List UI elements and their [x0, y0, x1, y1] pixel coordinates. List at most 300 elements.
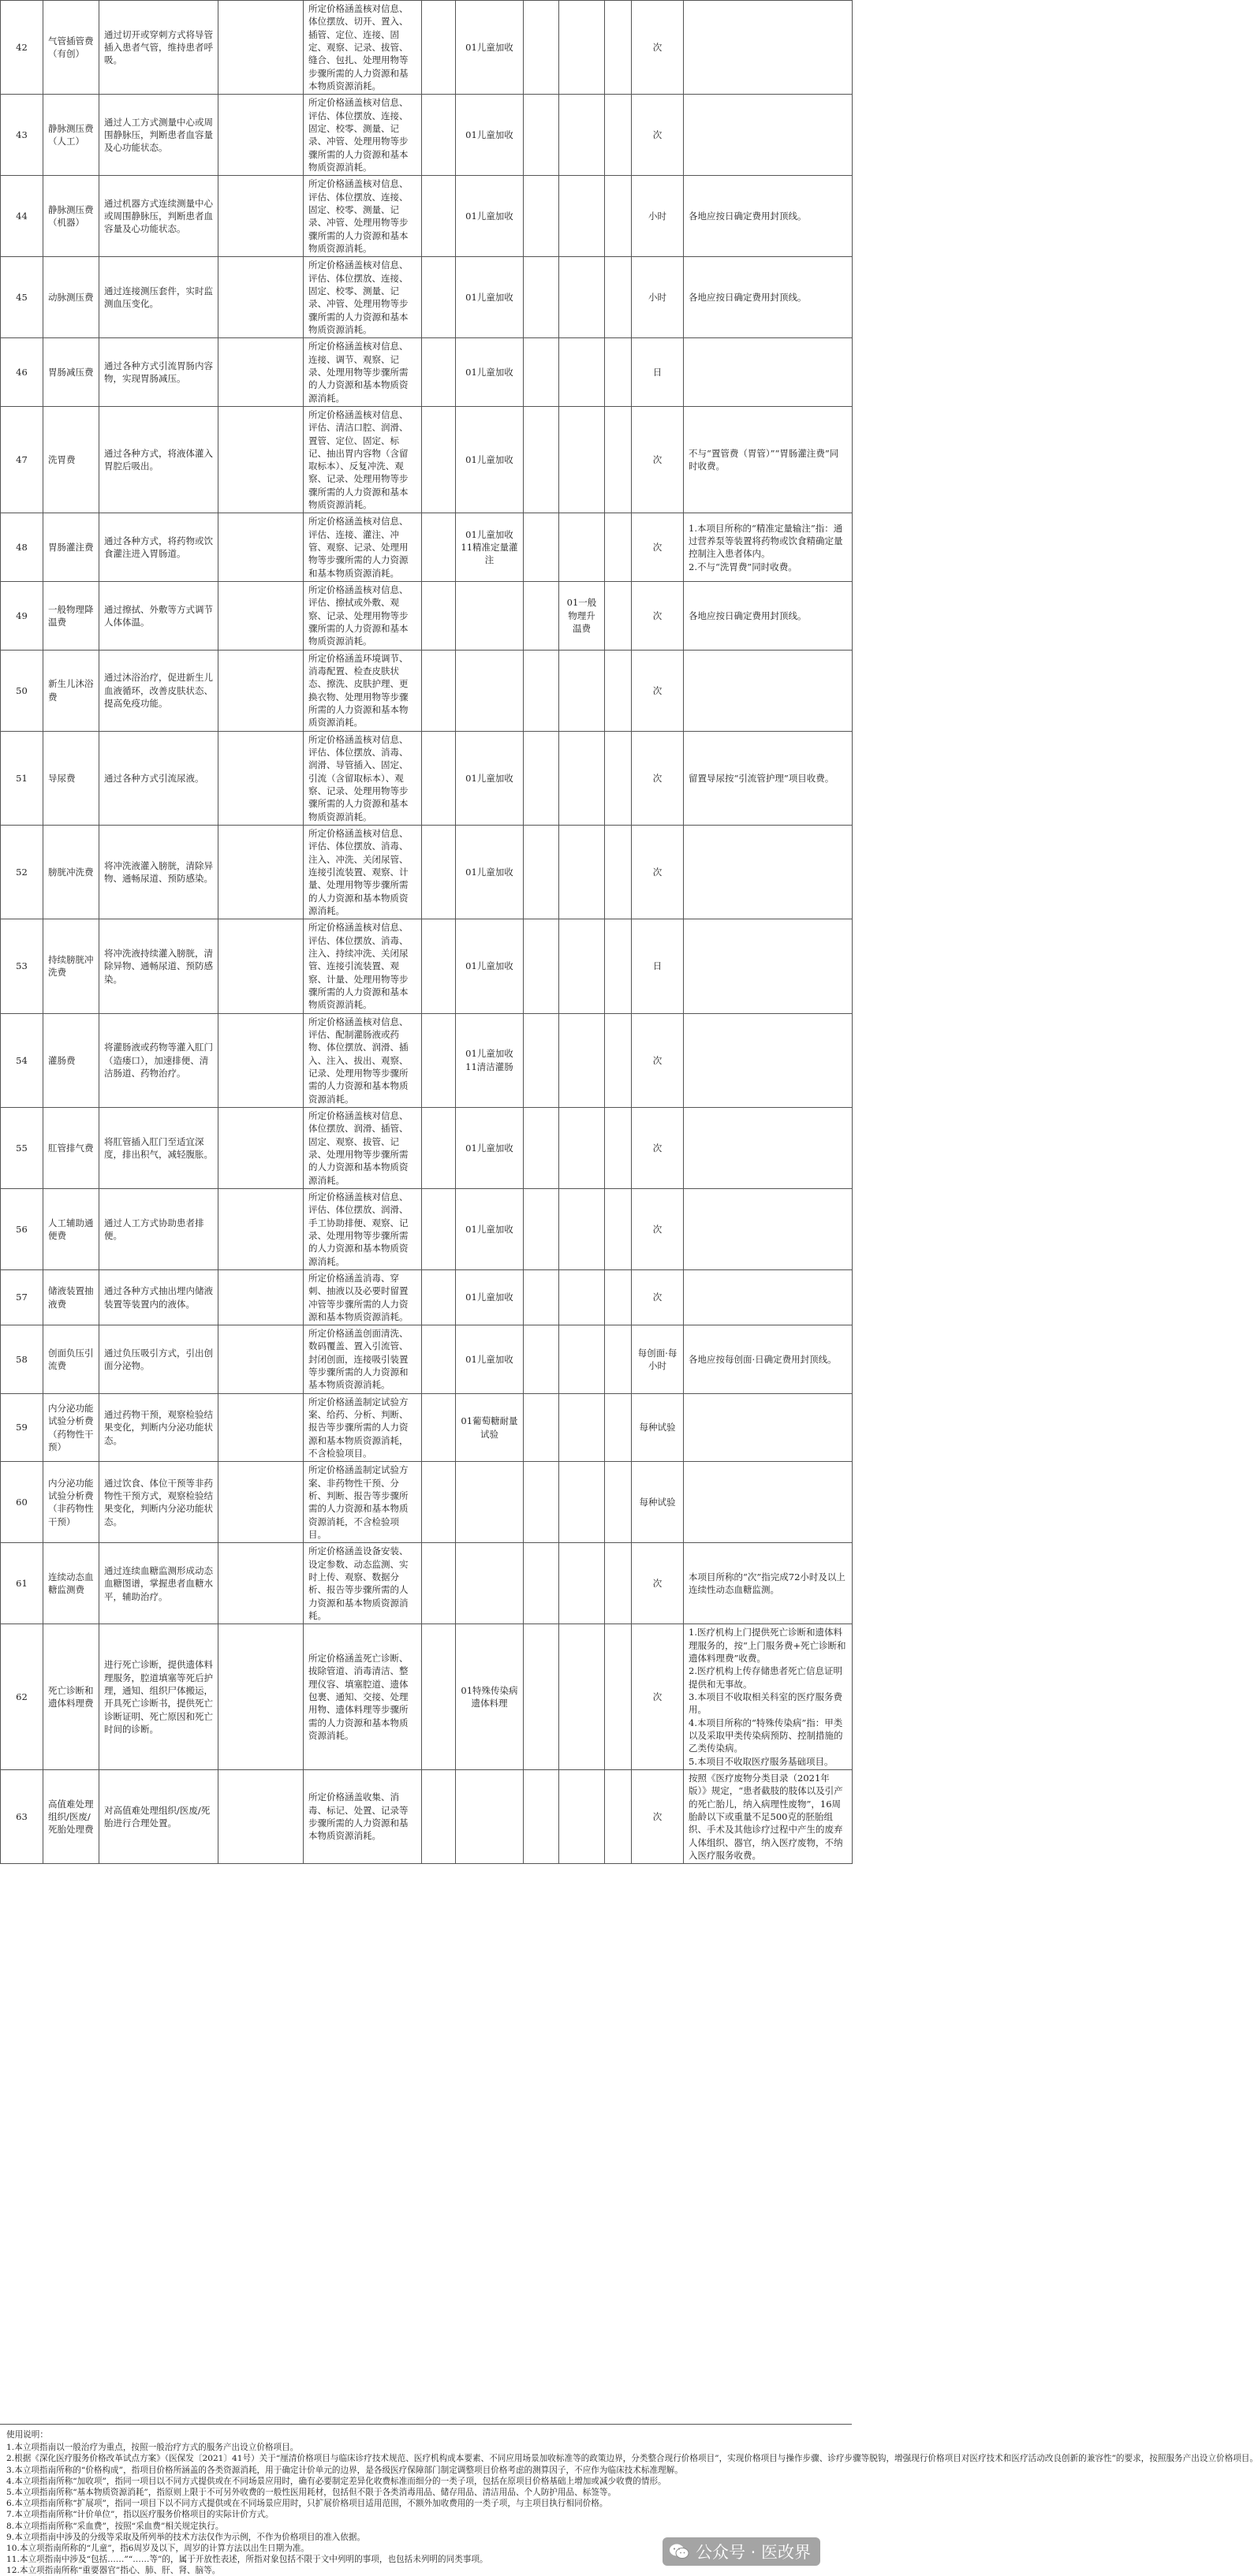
empty-cell [218, 1325, 304, 1394]
pricing-unit: 次 [632, 1013, 684, 1107]
remarks [684, 1013, 853, 1107]
pricing-unit: 次 [632, 1269, 684, 1325]
addon-items: 01儿童加收 [456, 731, 524, 825]
pricing-unit: 次 [632, 1769, 684, 1863]
extension-items [559, 1325, 605, 1394]
table-row [1, 1013, 853, 1107]
extension-items [559, 826, 605, 919]
price-composition: 所定价格涵盖核对信息、评估、体位摆放、连接、固定、校零、测量、记录、冲管、处理用物等步骤所需的人力资源和基本物质资源消耗。 [304, 257, 422, 338]
pricing-unit: 次 [632, 731, 684, 825]
empty-cell [422, 1624, 456, 1770]
pricing-unit: 次 [632, 1624, 684, 1770]
pricing-unit: 次 [632, 95, 684, 176]
price-composition: 所定价格涵盖收集、消毒、标记、处置、记录等步骤所需的人力资源和基本物质资源消耗。 [304, 1769, 422, 1863]
empty-cell [524, 1393, 559, 1462]
addon-items: 01儿童加收 [456, 826, 524, 919]
empty-cell [605, 919, 632, 1013]
extension-items [559, 1462, 605, 1543]
empty-cell [422, 650, 456, 731]
usage-note-line: 2.根据《深化医疗服务价格改革试点方案》（医保发〔2021〕41号）关于“厘清价格项目与临床诊疗技术规范、医疗机构成本要素、不同应用场景加收标准等的政策边界，分类整合现行价格项目”，实现价格项目与操作步骤、诊疗步骤等脱钩，增强现行价格项目对医疗技术和医疗活动改良创新的兼容性”的要求，按照服务产出设立价格项目。 [6, 2454, 1258, 2464]
empty-cell [605, 1188, 632, 1269]
addon-items: 01葡萄糖耐量试验 [456, 1393, 524, 1462]
addon-items [456, 1462, 524, 1543]
empty-cell [605, 1624, 632, 1770]
addon-items: 01儿童加收 11精准定量灌注 [456, 513, 524, 582]
empty-cell [218, 826, 304, 919]
item-name: 肛管排气费 [43, 1107, 99, 1188]
table-row [1, 95, 853, 176]
addon-items [456, 1543, 524, 1624]
table-row [1, 1269, 853, 1325]
service-output: 通过人工方式协助患者排便。 [99, 1188, 218, 1269]
empty-cell [218, 95, 304, 176]
usage-note-line: 10.本立项指南所称的“儿童”，指6周岁及以下，周岁的计算方法以出生日期为准。 [6, 2543, 310, 2553]
service-output: 将灌肠液或药物等灌入肛门（造瘘口），加速排便、清洁肠道、药物治疗。 [99, 1013, 218, 1107]
empty-cell [218, 919, 304, 1013]
item-name: 膀胱冲洗费 [43, 826, 99, 919]
price-composition: 所定价格涵盖核对信息、评估、体位摆放、润滑、手工协助排便、观察、记录、处理用物等步骤所需的人力资源和基本物质资源消耗。 [304, 1188, 422, 1269]
row-number: 55 [1, 1107, 43, 1188]
item-name: 静脉测压费（人工） [43, 95, 99, 176]
empty-cell [605, 1462, 632, 1543]
extension-items [559, 919, 605, 1013]
empty-cell [524, 1543, 559, 1624]
row-number: 49 [1, 582, 43, 651]
addon-items: 01儿童加收 [456, 1188, 524, 1269]
empty-cell [218, 176, 304, 257]
pricing-unit: 次 [632, 582, 684, 651]
pricing-unit: 小时 [632, 176, 684, 257]
usage-note-line: 6.本立项指南所称“扩展项”，指同一项目下以不同方式提供或在不同场景应用时，只扩展价格项目适用范围，不额外加收费用的一类子项，与主项目执行相同价格。 [6, 2499, 608, 2509]
price-composition: 所定价格涵盖环境调节、消毒配置、检查皮肤状态、擦洗、皮肤护理、更换衣物、处理用物等步骤所需的人力资源和基本物质资源消耗。 [304, 650, 422, 731]
empty-cell [422, 731, 456, 825]
service-output: 通过各种方式引流胃肠内容物，实现胃肠减压。 [99, 338, 218, 407]
remarks [684, 826, 853, 919]
addon-items: 01儿童加收 [456, 257, 524, 338]
remarks: 本项目所称的“次”指完成72小时及以上连续性动态血糖监测。 [684, 1543, 853, 1624]
empty-cell [218, 650, 304, 731]
row-number: 62 [1, 1624, 43, 1770]
empty-cell [218, 1, 304, 95]
price-composition: 所定价格涵盖制定试验方案、非药物性干预、分析、判断、报告等步骤所需的人力资源和基本物质资源消耗，不含检验项目。 [304, 1462, 422, 1543]
row-number: 54 [1, 1013, 43, 1107]
empty-cell [218, 731, 304, 825]
extension-items [559, 731, 605, 825]
row-number: 46 [1, 338, 43, 407]
item-name: 动脉测压费 [43, 257, 99, 338]
pricing-unit: 次 [632, 1107, 684, 1188]
remarks [684, 919, 853, 1013]
empty-cell [605, 338, 632, 407]
table-row [1, 582, 853, 651]
extension-items [559, 513, 605, 582]
empty-cell [218, 406, 304, 513]
empty-cell [524, 406, 559, 513]
addon-items [456, 650, 524, 731]
service-output: 通过负压吸引方式，引出创面分泌物。 [99, 1325, 218, 1394]
empty-cell [605, 582, 632, 651]
empty-cell [524, 1624, 559, 1770]
extension-items [559, 1624, 605, 1770]
usage-note-line: 11.本立项指南中涉及“包括……”“……等”的，属于开放性表述，所指对象包括不限于文中列明的事项，也包括未列明的同类事项。 [6, 2555, 488, 2565]
empty-cell [605, 95, 632, 176]
remarks: 按照《医疗废物分类目录（2021年版）》规定，“患者截肢的肢体以及引产的死亡胎儿，纳入病理性废物”，16周胎龄以下或重量不足500克的胚胎组织、手术及其他诊疗过程中产生的废弃人体组织、器官，纳入医疗废物，不纳入医疗服务收费。 [684, 1769, 853, 1863]
empty-cell [524, 1188, 559, 1269]
item-name: 导尿费 [43, 731, 99, 825]
empty-cell [218, 338, 304, 407]
table-row [1, 1393, 853, 1462]
addon-items [456, 1769, 524, 1863]
service-output: 将冲洗液灌入膀胱，清除异物、通畅尿道、预防感染。 [99, 826, 218, 919]
empty-cell [422, 95, 456, 176]
empty-cell [524, 731, 559, 825]
addon-items: 01儿童加收 [456, 176, 524, 257]
empty-cell [605, 1325, 632, 1394]
table-row [1, 176, 853, 257]
extension-items [559, 338, 605, 407]
empty-cell [422, 1543, 456, 1624]
table-row [1, 1624, 853, 1770]
extension-items [559, 1269, 605, 1325]
table-row [1, 257, 853, 338]
item-name: 死亡诊断和遗体料理费 [43, 1624, 99, 1770]
service-output: 通过各种方式引流尿液。 [99, 731, 218, 825]
empty-cell [422, 1325, 456, 1394]
extension-items: 01一般物理升温费 [559, 582, 605, 651]
extension-items [559, 650, 605, 731]
row-number: 57 [1, 1269, 43, 1325]
remarks [684, 338, 853, 407]
service-output: 通过机器方式连续测量中心或周围静脉压，判断患者血容量及心功能状态。 [99, 176, 218, 257]
item-name: 灌肠费 [43, 1013, 99, 1107]
addon-items [456, 582, 524, 651]
empty-cell [422, 338, 456, 407]
price-composition: 所定价格涵盖核对信息、评估、体位摆放、连接、固定、校零、测量、记录、冲管、处理用物等步骤所需的人力资源和基本物质资源消耗。 [304, 95, 422, 176]
price-composition: 所定价格涵盖核对信息、评估、体位摆放、消毒、润滑、导管插入、固定、引流（含留取标本）、观察、记录、处理用物等步骤所需的人力资源和基本物质资源消耗。 [304, 731, 422, 825]
row-number: 42 [1, 1, 43, 95]
pricing-unit: 日 [632, 919, 684, 1013]
service-output: 通过各种方式，将液体灌入胃腔后吸出。 [99, 406, 218, 513]
empty-cell [422, 826, 456, 919]
service-output: 通过人工方式测量中心或周围静脉压，判断患者血容量及心功能状态。 [99, 95, 218, 176]
service-output: 通过切开或穿刺方式将导管插入患者气管，维持患者呼吸。 [99, 1, 218, 95]
empty-cell [605, 257, 632, 338]
empty-cell [605, 826, 632, 919]
row-number: 63 [1, 1769, 43, 1863]
empty-cell [605, 513, 632, 582]
row-number: 53 [1, 919, 43, 1013]
table-row [1, 919, 853, 1013]
remarks [684, 1188, 853, 1269]
row-number: 59 [1, 1393, 43, 1462]
usage-note-line: 8.本立项指南所称“采血费”，按照“采血费”相关规定执行。 [6, 2521, 224, 2531]
table-row [1, 1462, 853, 1543]
item-name: 新生儿沐浴费 [43, 650, 99, 731]
item-name: 静脉测压费（机器） [43, 176, 99, 257]
item-name: 连续动态血糖监测费 [43, 1543, 99, 1624]
empty-cell [605, 1107, 632, 1188]
extension-items [559, 257, 605, 338]
empty-cell [422, 1769, 456, 1863]
item-name: 人工辅助通便费 [43, 1188, 99, 1269]
addon-items: 01儿童加收 [456, 1325, 524, 1394]
service-output: 通过连接测压套件，实时监测血压变化。 [99, 257, 218, 338]
item-name: 一般物理降温费 [43, 582, 99, 651]
empty-cell [524, 513, 559, 582]
usage-note-line: 7.本立项指南所称“计价单位”，指以医疗服务价格项目的实际计价方式。 [6, 2510, 274, 2520]
empty-cell [218, 1769, 304, 1863]
item-name: 胃肠减压费 [43, 338, 99, 407]
remarks: 1.医疗机构上门提供死亡诊断和遗体料理服务的，按“上门服务费+死亡诊断和遗体料理费”收费。 2.医疗机构上传存储患者死亡信息证明提供和无事故。 3.本项目不收取相关科室的医疗服务费用。 4.本项目所称的“特殊传染病”指：甲类以及采取甲类传染病预防、控制措施的乙类传染病。 5.本项目不收取医疗服务基础项目。 [684, 1624, 853, 1770]
addon-items: 01儿童加收 [456, 338, 524, 407]
empty-cell [218, 513, 304, 582]
empty-cell [605, 1013, 632, 1107]
empty-cell [524, 1, 559, 95]
service-output: 对高值难处理组织/医废/死胎进行合理处置。 [99, 1769, 218, 1863]
price-composition: 所定价格涵盖死亡诊断、拔除管道、消毒清洁、整理仪容、填塞腔道、遗体包裹、通知、交接、处理用物、遗体料理等步骤所需的人力资源和基本物质资源消耗。 [304, 1624, 422, 1770]
item-name: 持续膀胱冲洗费 [43, 919, 99, 1013]
remarks [684, 95, 853, 176]
empty-cell [524, 1462, 559, 1543]
price-composition: 所定价格涵盖核对信息、评估、体位摆放、消毒、注入、持续冲洗、关闭尿管、连接引流装置、观察、计量、处理用物等步骤所需的人力资源和基本物质资源消耗。 [304, 919, 422, 1013]
empty-cell [605, 1393, 632, 1462]
pricing-unit: 每种试验 [632, 1393, 684, 1462]
extension-items [559, 1543, 605, 1624]
row-number: 48 [1, 513, 43, 582]
extension-items [559, 406, 605, 513]
empty-cell [218, 1393, 304, 1462]
empty-cell [605, 1769, 632, 1863]
item-name: 创面负压引流费 [43, 1325, 99, 1394]
row-number: 45 [1, 257, 43, 338]
row-number: 61 [1, 1543, 43, 1624]
empty-cell [524, 1013, 559, 1107]
addon-items: 01儿童加收 [456, 1, 524, 95]
empty-cell [524, 582, 559, 651]
empty-cell [605, 176, 632, 257]
price-composition: 所定价格涵盖制定试验方案、给药、分析、判断、报告等步骤所需的人力资源和基本物质资源消耗，不含检验项目。 [304, 1393, 422, 1462]
empty-cell [422, 582, 456, 651]
table-row [1, 338, 853, 407]
remarks: 各地应按日确定费用封顶线。 [684, 257, 853, 338]
usage-note-line: 12.本立项指南所称“重要器官”指心、肺、肝、肾、脑等。 [6, 2566, 221, 2576]
table-row [1, 731, 853, 825]
empty-cell [422, 1462, 456, 1543]
empty-cell [218, 257, 304, 338]
service-output: 通过连续血糖监测形成动态血糖图谱，掌握患者血糖水平，辅助治疗。 [99, 1543, 218, 1624]
empty-cell [605, 731, 632, 825]
service-output: 将冲洗液持续灌入膀胱，清除异物、通畅尿道、预防感染。 [99, 919, 218, 1013]
row-number: 60 [1, 1462, 43, 1543]
price-composition: 所定价格涵盖核对信息、评估、配制灌肠液或药物、体位摆放、润滑、插入、注入、拔出、观察、记录、处理用物等步骤所需的人力资源和基本物质资源消耗。 [304, 1013, 422, 1107]
wechat-icon [669, 2543, 689, 2560]
row-number: 47 [1, 406, 43, 513]
pricing-unit: 日 [632, 338, 684, 407]
pricing-unit: 次 [632, 1543, 684, 1624]
service-output: 通过各种方式，将药物或饮食灌注进入胃肠道。 [99, 513, 218, 582]
item-name: 气管插管费（有创） [43, 1, 99, 95]
pricing-unit: 次 [632, 513, 684, 582]
remarks [684, 1393, 853, 1462]
addon-items: 01儿童加收 [456, 406, 524, 513]
extension-items [559, 1107, 605, 1188]
empty-cell [218, 1188, 304, 1269]
empty-cell [422, 513, 456, 582]
addon-items: 01儿童加收 11清洁灌肠 [456, 1013, 524, 1107]
service-output: 通过饮食、体位干预等非药物性干预方式，观察检验结果变化，判断内分泌功能状态。 [99, 1462, 218, 1543]
item-name: 高值难处理组织/医废/死胎处理费 [43, 1769, 99, 1863]
price-composition: 所定价格涵盖核对信息、评估、清洁口腔、润滑、置管、定位、固定、标记、抽出胃内容物（含留取标本）、反复冲洗、观察、记录、处理用物等步骤所需的人力资源和基本物质资源消耗。 [304, 406, 422, 513]
empty-cell [422, 406, 456, 513]
table-row [1, 826, 853, 919]
table-row [1, 1543, 853, 1624]
table-row [1, 513, 853, 582]
remarks: 不与“置管费（胃管）”“胃肠灌注费”同时收费。 [684, 406, 853, 513]
service-output: 通过沐浴治疗，促进新生儿血液循环，改善皮肤状态、提高免疫功能。 [99, 650, 218, 731]
price-composition: 所定价格涵盖核对信息、体位摆放、切开、置入、插管、定位、连接、固定、观察、记录、拔管、缝合、包扎、处理用物等步骤所需的人力资源和基本物质资源消耗。 [304, 1, 422, 95]
item-name: 胃肠灌注费 [43, 513, 99, 582]
pricing-unit: 次 [632, 826, 684, 919]
addon-items: 01儿童加收 [456, 1107, 524, 1188]
remarks [684, 1, 853, 95]
remarks [684, 1462, 853, 1543]
pricing-unit: 次 [632, 1, 684, 95]
pricing-table [0, 0, 853, 1864]
row-number: 50 [1, 650, 43, 731]
row-number: 56 [1, 1188, 43, 1269]
usage-note-line: 5.本立项指南所称“基本物质资源消耗”，指原则上限于不可另外收费的一般性医用耗材，包括但不限于各类消毒用品、储存用品、清洁用品、个人防护用品、标签等。 [6, 2487, 617, 2497]
empty-cell [422, 1, 456, 95]
item-name: 内分泌功能试验分析费（药物性干预） [43, 1393, 99, 1462]
usage-note-line: 3.本立项指南所称的“价格构成”，指项目价格所涵盖的各类资源消耗，用于确定计价单元的边界，是各级医疗保障部门制定调整项目价格考虑的测算因子，不应作为临床技术标准理解。 [6, 2465, 683, 2475]
price-composition: 所定价格涵盖核对信息、评估、体位摆放、消毒、注入、冲洗、关闭尿管、连接引流装置、观察、计量、处理用物等步骤所需的人力资源和基本物质资源消耗。 [304, 826, 422, 919]
service-output: 将肛管插入肛门至适宜深度，排出积气，减轻腹胀。 [99, 1107, 218, 1188]
price-composition: 所定价格涵盖消毒、穿刺、抽液以及必要时留置冲管等步骤所需的人力资源和基本物质资源消耗。 [304, 1269, 422, 1325]
empty-cell [605, 1543, 632, 1624]
remarks: 各地应按每创面·日确定费用封顶线。 [684, 1325, 853, 1394]
price-composition: 所定价格涵盖创面清洗、数码覆盖、置入引流管、封闭创面，连接吸引装置等步骤所需的人力资源和基本物质资源消耗。 [304, 1325, 422, 1394]
addon-items: 01儿童加收 [456, 95, 524, 176]
price-composition: 所定价格涵盖核对信息、评估、擦拭或外敷、观察、记录、处理用物等步骤所需的人力资源和基本物质资源消耗。 [304, 582, 422, 651]
pricing-unit: 次 [632, 406, 684, 513]
table-row [1, 1107, 853, 1188]
extension-items [559, 1769, 605, 1863]
table-row [1, 1769, 853, 1863]
table-row [1, 406, 853, 513]
row-number: 51 [1, 731, 43, 825]
remarks: 各地应按日确定费用封顶线。 [684, 582, 853, 651]
addon-items: 01特殊传染病遗体料理 [456, 1624, 524, 1770]
item-name: 储液装置抽液费 [43, 1269, 99, 1325]
addon-items: 01儿童加收 [456, 919, 524, 1013]
empty-cell [524, 338, 559, 407]
price-composition: 所定价格涵盖核对信息、体位摆放、润滑、插管、固定、观察、拔管、记录、处理用物等步骤所需的人力资源和基本物质资源消耗。 [304, 1107, 422, 1188]
row-number: 43 [1, 95, 43, 176]
price-composition: 所定价格涵盖核对信息、评估、连接、灌注、冲管、观察、记录、处理用物等步骤所需的人力资源和基本物质资源消耗。 [304, 513, 422, 582]
extension-items [559, 1, 605, 95]
extension-items [559, 1393, 605, 1462]
service-output: 进行死亡诊断，提供遗体料理服务，腔道填塞等死后护理，通知、组织尸体搬运，开具死亡诊断书，提供死亡诊断证明、死亡原因和死亡时间的诊断。 [99, 1624, 218, 1770]
usage-note-line: 9.本立项指南中涉及的分级等采取及所列举的技术方法仅作为示例，不作为价格项目的准入依据。 [6, 2532, 366, 2542]
row-number: 44 [1, 176, 43, 257]
empty-cell [422, 1269, 456, 1325]
empty-cell [524, 919, 559, 1013]
pricing-unit: 小时 [632, 257, 684, 338]
item-name: 洗胃费 [43, 406, 99, 513]
price-composition: 所定价格涵盖核对信息、评估、体位摆放、连接、固定、校零、测量、记录、冲管、处理用物等步骤所需的人力资源和基本物质资源消耗。 [304, 176, 422, 257]
pricing-unit: 次 [632, 650, 684, 731]
remarks [684, 650, 853, 731]
remarks: 1.本项目所称的“精准定量输注”指：通过营养泵等装置将药物或饮食精确定量控制注入患者体内。 2.不与“洗胃费”同时收费。 [684, 513, 853, 582]
remarks [684, 1107, 853, 1188]
empty-cell [422, 919, 456, 1013]
service-output: 通过擦拭、外敷等方式调节人体体温。 [99, 582, 218, 651]
usage-note-line: 1.本立项指南以一般治疗为重点，按照一般治疗方式的服务产出设立价格项目。 [6, 2443, 299, 2453]
empty-cell [218, 582, 304, 651]
price-composition: 所定价格涵盖设备安装、设定参数、动态监测、实时上传、观察、数据分析、报告等步骤所需的人力资源和基本物质资源消耗。 [304, 1543, 422, 1624]
empty-cell [605, 406, 632, 513]
remarks: 留置导尿按“引流管护理”项目收费。 [684, 731, 853, 825]
empty-cell [524, 95, 559, 176]
extension-items [559, 1013, 605, 1107]
empty-cell [605, 650, 632, 731]
extension-items [559, 1188, 605, 1269]
empty-cell [524, 176, 559, 257]
table-row [1, 1, 853, 95]
empty-cell [218, 1543, 304, 1624]
empty-cell [524, 1269, 559, 1325]
service-output: 通过各种方式抽出埋内储液装置等装置内的液体。 [99, 1269, 218, 1325]
extension-items [559, 95, 605, 176]
addon-items: 01儿童加收 [456, 1269, 524, 1325]
empty-cell [422, 257, 456, 338]
empty-cell [524, 1769, 559, 1863]
empty-cell [218, 1624, 304, 1770]
empty-cell [605, 1269, 632, 1325]
empty-cell [422, 1107, 456, 1188]
item-name: 内分泌功能试验分析费（非药物性干预） [43, 1462, 99, 1543]
table-row [1, 1188, 853, 1269]
usage-notes-title: 使用说明： [6, 2430, 48, 2440]
empty-cell [524, 1107, 559, 1188]
empty-cell [218, 1107, 304, 1188]
service-output: 通过药物干预，观察检验结果变化，判断内分泌功能状态。 [99, 1393, 218, 1462]
empty-cell [605, 1, 632, 95]
empty-cell [218, 1013, 304, 1107]
table-row [1, 1325, 853, 1394]
remarks [684, 1269, 853, 1325]
empty-cell [422, 1393, 456, 1462]
remarks: 各地应按日确定费用封顶线。 [684, 176, 853, 257]
empty-cell [422, 176, 456, 257]
pricing-unit: 每创面·每小时 [632, 1325, 684, 1394]
empty-cell [218, 1269, 304, 1325]
pricing-unit: 每种试验 [632, 1462, 684, 1543]
empty-cell [422, 1013, 456, 1107]
table-row [1, 650, 853, 731]
price-composition: 所定价格涵盖核对信息、连接、调节、观察、记录、处理用物等步骤所需的人力资源和基本物质资源消耗。 [304, 338, 422, 407]
empty-cell [218, 1462, 304, 1543]
extension-items [559, 176, 605, 257]
empty-cell [422, 1188, 456, 1269]
pricing-unit: 次 [632, 1188, 684, 1269]
row-number: 58 [1, 1325, 43, 1394]
empty-cell [524, 257, 559, 338]
empty-cell [524, 1325, 559, 1394]
empty-cell [524, 650, 559, 731]
watermark-text: 公众号 · 医改界 [695, 2543, 811, 2562]
empty-cell [524, 826, 559, 919]
